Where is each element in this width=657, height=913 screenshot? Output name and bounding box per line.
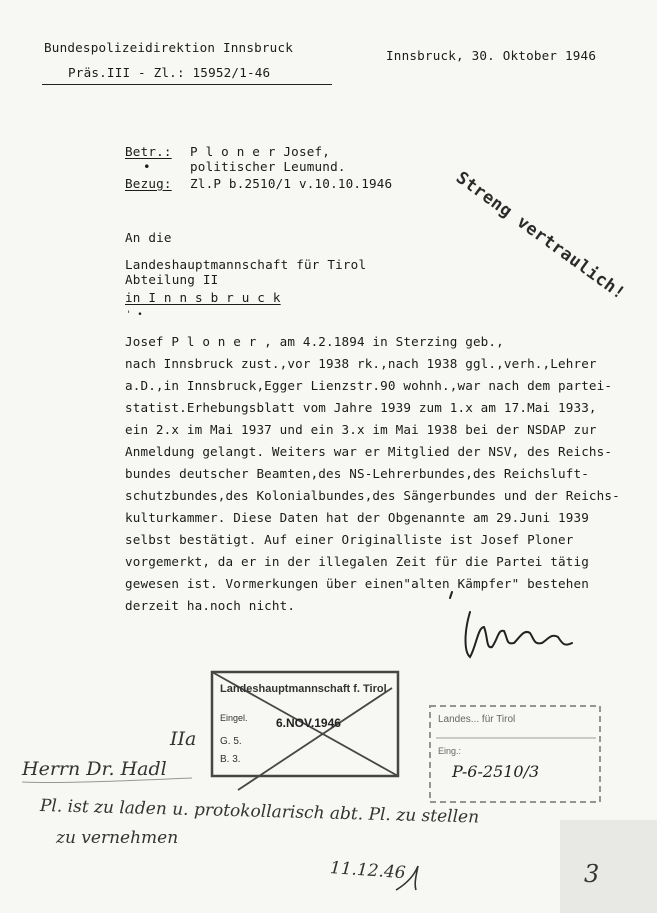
recipient-line3: in I n n s b r u c k xyxy=(125,290,281,305)
streng-vertraulich-stamp: Streng vertraulich! xyxy=(452,167,629,304)
body-line: schutzbundes,des Kolonialbundes,des Sängerbundes und der Reichs- xyxy=(125,488,620,503)
file-stamp-title: Landes... für Tirol xyxy=(438,714,516,725)
bezug-label: Bezug: xyxy=(125,176,172,191)
body-line: kulturkammer. Diese Daten hat der Obgenannte am 29.Juni 1939 xyxy=(125,510,589,525)
bullet-dot: • xyxy=(143,159,151,174)
body-line: derzeit ha.noch nicht. xyxy=(125,598,296,613)
handwritten-line1: Herrn Dr. Hadl xyxy=(22,758,167,780)
body-line: a.D.,in Innsbruck,Egger Lienzstr.90 wohnh.,war nach dem partei- xyxy=(125,378,613,393)
received-stamp-row3: B. 3. xyxy=(220,754,241,765)
handwritten-date: 11.12.46 xyxy=(329,858,407,884)
received-stamp-date: 6.NOV.1946 xyxy=(276,716,341,730)
handwritten-roman: IIa xyxy=(170,728,197,750)
signature xyxy=(450,592,572,657)
body-line: nach Innsbruck zust.,vor 1938 rk.,nach 1938 ggl.,verh.,Lehrer xyxy=(125,356,597,371)
received-stamp-row2: G. 5. xyxy=(220,736,242,747)
place-date: Innsbruck, 30. Oktober 1946 xyxy=(386,48,597,63)
authority-name: Bundespolizeidirektion Innsbruck xyxy=(44,40,294,55)
body-line: bundes deutscher Beamten,des NS-Lehrerbundes,des Reichsluft- xyxy=(125,466,589,481)
recipient-line2: Abteilung II xyxy=(125,272,219,287)
bezug-value: Zl.P b.2510/1 v.10.10.1946 xyxy=(190,176,393,191)
betr-label: Betr.: xyxy=(125,144,172,159)
file-stamp-eing: Eing.: xyxy=(438,746,462,756)
body-line: gewesen ist. Vormerkungen über einen"alten Kämpfer" bestehen xyxy=(125,576,589,591)
body-line: statist.Erhebungsblatt vom Jahre 1939 zum 1.x am 17.Mai 1933, xyxy=(125,400,597,415)
body-line: ein 2.x im Mai 1937 und ein 3.x im Mai 1938 bei der NSDAP zur xyxy=(125,422,597,437)
page-number: 3 xyxy=(584,860,600,888)
recipient-dots: ' • xyxy=(126,310,143,320)
body-line: vorgemerkt, da er in der illegalen Zeit für die Partei tätig xyxy=(125,554,589,569)
received-stamp-label: Eingel. xyxy=(220,713,248,723)
handwritten-line2: Pl. ist zu laden u. protokollarisch abt. Pl. zu stellen xyxy=(39,796,480,828)
handwritten-line3: zu vernehmen xyxy=(56,828,179,848)
recipient-line1: Landeshauptmannschaft für Tirol xyxy=(125,257,367,272)
received-stamp-title: Landeshauptmannschaft f. Tirol xyxy=(220,683,387,695)
body-line: Josef P l o n e r , am 4.2.1894 in Sterzing geb., xyxy=(125,334,504,349)
file-stamp-number: P-6-2510/3 xyxy=(452,762,540,781)
subject-name: P l o n e r Josef, xyxy=(190,144,331,159)
subject-topic: politischer Leumund. xyxy=(190,159,346,174)
an-die: An die xyxy=(125,230,172,245)
body-line: selbst bestätigt. Auf einer Originalliste ist Josef Ploner xyxy=(125,532,574,547)
file-reference: Präs.III - Zl.: 15952/1-46 xyxy=(68,65,271,80)
body-line: Anmeldung gelangt. Weiters war er Mitglied der NSV, des Reichs- xyxy=(125,444,613,459)
